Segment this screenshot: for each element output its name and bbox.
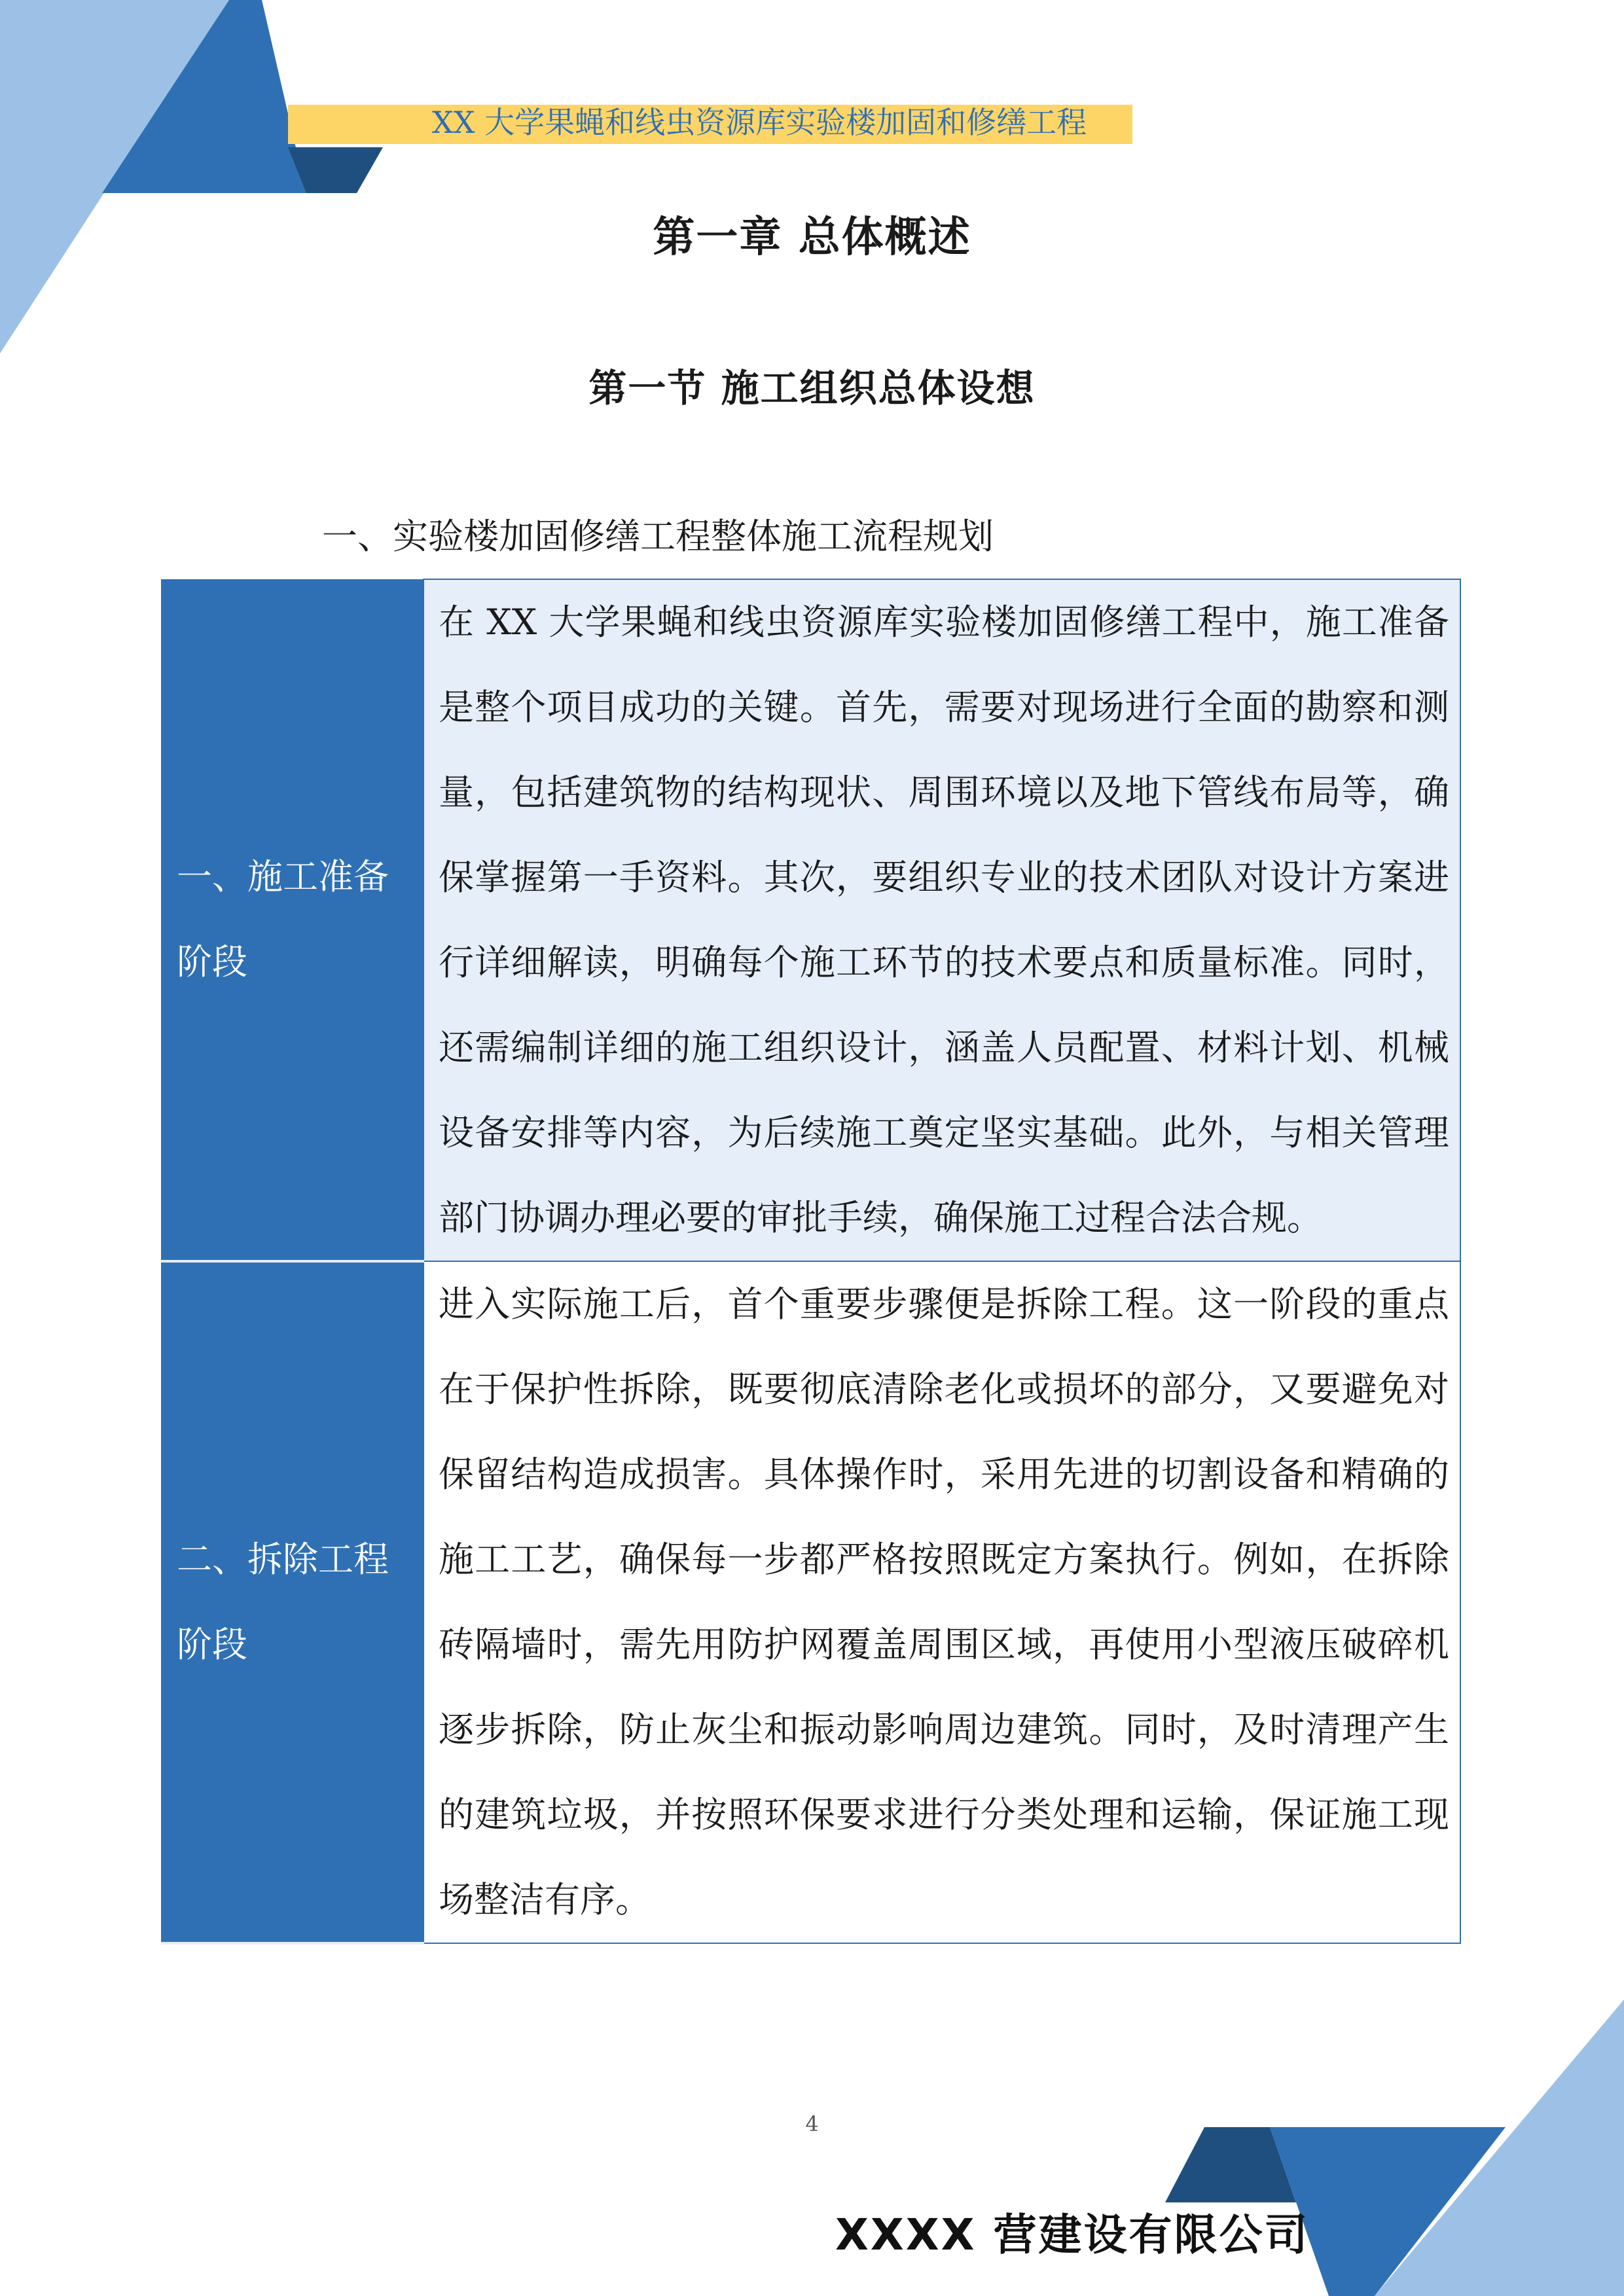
chapter-title: 第一章 总体概述 [653,213,971,262]
company-name: XXXX 营建设有限公司 [835,2210,1310,2260]
table-row [161,1261,1460,1943]
phase-description: 进入实际施工后，首个重要步骤便是拆除工程。这一阶段的重点在于保护性拆除，既要彻底清除老化或损坏的部分，又要避免对保留结构造成损害。具体操作时，采用先进的切割设备和精确的施工工艺，确保每一步都严格按照既定方案执行。例如，在拆除砖隔墙时，需先用防护网覆盖周围区域，再使用小型液压破碎机逐步拆除，防止灰尘和振动影响周边建筑。同时，及时清理产生的建筑垃圾，并按照环保要求进行分类处理和运输，保证施工现场整洁有序。 [439,1283,1449,1920]
phase-label-cell [161,1261,424,1943]
page-number: 4 [805,2111,819,2136]
section-title: 第一节 施工组织总体设想 [588,366,1036,410]
phase-label-cell [161,579,424,1261]
phase-content-cell [424,579,1460,1261]
subheading: 一、实验楼加固修缮工程整体施工流程规划 [322,516,994,557]
phase-content-cell [424,1261,1460,1943]
phase-description: 在 XX 大学果蝇和线虫资源库实验楼加固修缮工程中，施工准备是整个项目成功的关键。首先，需要对现场进行全面的勘察和测量，包括建筑物的结构现状、周围环境以及地下管线布局等，确保掌握第一手资料。其次，要组织专业的技术团队对设计方案进行详细解读，明确每个施工环节的技术要点和质量标准。同时，还需编制详细的施工组织设计，涵盖人员配置、材料计划、机械设备安排等内容，为后续施工奠定坚实基础。此外，与相关管理部门协调办理必要的审批手续，确保施工过程合法合规。 [439,601,1449,1238]
phase-label: 一、施工准备阶段 [177,856,389,982]
table-row [161,579,1460,1261]
phase-label: 二、拆除工程阶段 [177,1539,389,1665]
phase-table [161,579,1461,1945]
header-project-title: XX 大学果蝇和线虫资源库实验楼加固和修缮工程 [432,105,1087,140]
